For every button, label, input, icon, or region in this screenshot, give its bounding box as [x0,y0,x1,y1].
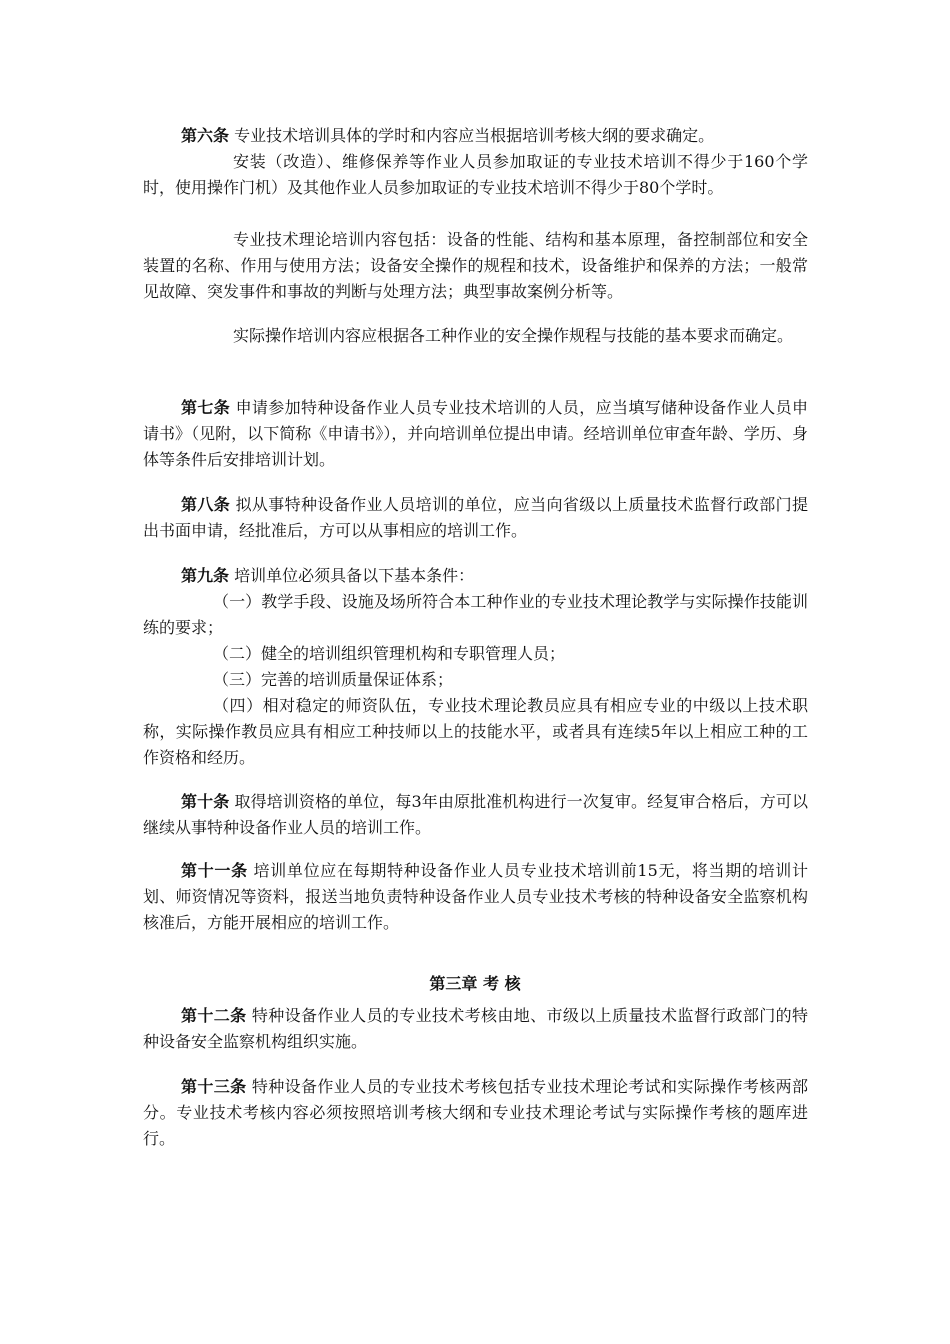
article-11 [143,858,808,936]
article-9-item-1: （一）教学手段、设施及场所符合本工种作业的专业技术理论教学与实际操作技能训练的要求； [143,592,808,637]
article-7-heading: 第七条 [181,398,231,417]
article-6-para-2: 安装（改造）、维修保养等作业人员参加取证的专业技术培训不得少于160个学时，使用操作门机）及其他作业人员参加取证的专业技术培训不得少于80个学时。 [143,152,808,197]
article-6-para-3: 专业技术理论培训内容包括：设备的性能、结构和基本原理，备控制部位和安全装置的名称、作用与使用方法；设备安全操作的规程和技术，设备维护和保养的方法；一般常见故障、突发事件和事故的判断与处理方法；典型事故案例分析等。 [143,230,808,301]
article-7-text: 申请参加特种设备作业人员专业技术培训的人员，应当填写储种设备作业人员申请书》（见附，以下简称《申请书》），并向培训单位提出申请。经培训单位审查年龄、学历、身体等条件后安排培训计划。 [143,398,808,469]
article-11-text: 培训单位应在每期特种设备作业人员专业技术培训前15无，将当期的培训计划、师资情况等资料，报送当地负责特种设备作业人员专业技术考核的特种设备安全监察机构核准后，方能开展相应的培训工作。 [143,861,808,932]
article-11-heading: 第十一条 [181,861,248,880]
article-9-item-2: （二）健全的培训组织管理机构和专职管理人员； [213,644,566,663]
article-12-text: 特种设备作业人员的专业技术考核由地、市级以上质量技术监督行政部门的特种设备安全监察机构组织实施。 [143,1006,808,1051]
article-9-item-3: （三）完善的培训质量保证体系； [213,670,454,689]
article-13 [143,1074,808,1152]
article-7 [143,395,808,473]
article-9-text: 培训单位必须具备以下基本条件： [234,566,475,585]
article-9-item-4: （四）相对稳定的师资队伍，专业技术理论教员应具有相应专业的中级以上技术职称，实际操作教员应具有相应工种技师以上的技能水平，或者具有连续5年以上相应工种的工作资格和经历。 [143,696,808,767]
article-9 [143,563,808,589]
article-9-heading: 第九条 [181,566,230,585]
article-12 [143,1003,808,1055]
article-8 [143,492,808,544]
article-10 [143,789,808,841]
article-6-para-4: 实际操作培训内容应根据各工种作业的安全操作规程与技能的基本要求而确定。 [233,326,794,345]
article-6-heading: 第六条 [181,126,230,145]
article-10-text: 取得培训资格的单位，每3年由原批准机构进行一次复审。经复审合格后，方可以继续从事特种设备作业人员的培训工作。 [143,792,808,837]
article-13-heading: 第十三条 [181,1077,247,1096]
chapter-3-title: 第三章 考 核 [429,974,521,993]
article-10-heading: 第十条 [181,792,230,811]
article-8-text: 拟从事特种设备作业人员培训的单位，应当向省级以上质量技术监督行政部门提出书面申请，经批准后，方可以从事相应的培训工作。 [143,495,808,540]
article-13-text: 特种设备作业人员的专业技术考核包括专业技术理论考试和实际操作考核两部分。专业技术考核内容必须按照培训考核大纲和专业技术理论考试与实际操作考核的题库进行。 [143,1077,808,1148]
article-6 [143,123,808,149]
article-6-text: 专业技术培训具体的学时和内容应当根据培训考核大纲的要求确定。 [234,126,715,145]
article-12-heading: 第十二条 [181,1006,247,1025]
article-8-heading: 第八条 [181,495,231,514]
